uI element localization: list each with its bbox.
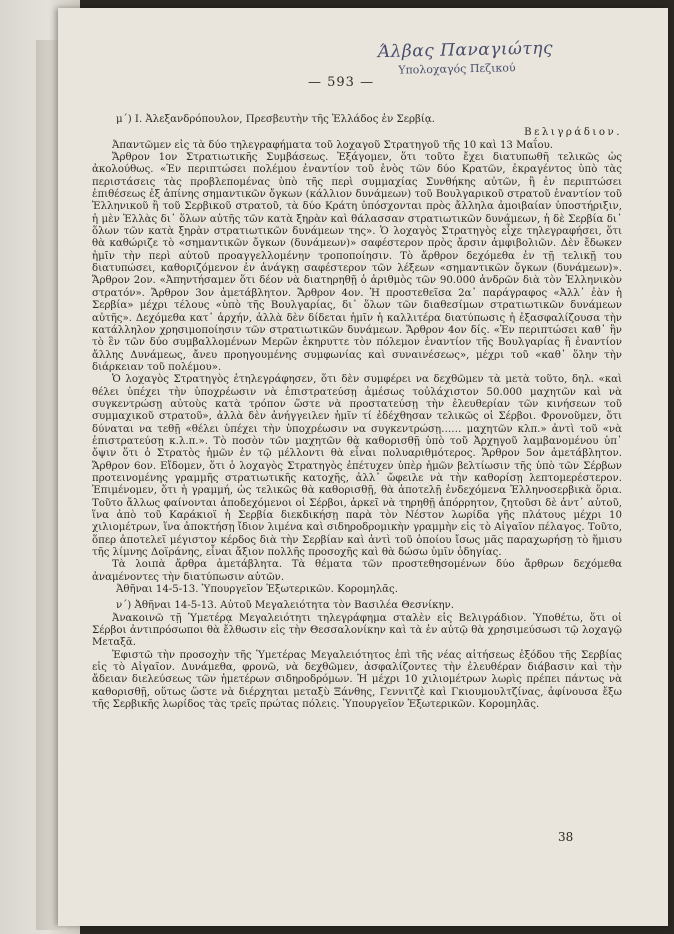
document-page xyxy=(58,8,668,926)
telegram-heading-nu: ν΄) Ἀθῆναι 14-5-13. Αὐτοῦ Μεγαλειότητα τὸν Βασιλέα Θεσνίκην. xyxy=(116,600,454,612)
paragraph: Ὁ λοχαγὸς Στρατηγὸς ἐτηλεγράφησεν, ὅτι δὲν συμφέρει να δεχθῶμεν τὰ μετὰ τοῦτο, δηλ. «καὶ θέλει ὑπέχει τὴν ὑποχρέωσιν νὰ ἐπιστρατεύσῃ ἀμέσως τοὐλάχιστον 50.000 μαχητῶν καὶ νὰ συγκεντρώσῃ αὐτοὺς κατὰ τρόπον ὥστε νὰ προστατεύσῃ τὴν ἐλευθερίαν τῶν κινήσεων τοῦ συμμαχικοῦ στρατοῦ», ἀλλὰ δὲν ἀνήγγειλεν ἡμῖν τί ἐδέχθησαν τελικῶς οἱ Σέρβοι. Φρονοῦμεν, ὅτι δύναται να τεθῇ «θέλει ὑπέχει τὴν ὑποχρέωσιν να συγκεντρώσῃ…… μαχητῶν κλπ.» ἀντὶ τοῦ «νὰ ἐπιστρατεύσῃ κ.λ.π.». Τὸ ποσὸν τῶν μαχητῶν θὰ καθορισθῇ ὑπὸ τοῦ Ἀρχηγοῦ λαμβανομένου ὑπ᾽ ὄψιν ὅτι ὁ Στρατὸς ἡμῶν ἐν τῷ μέλλοντι θὰ εἶναι πολυαριθμότερος. Ἄρθρον 5ον ἀμετάβλητον. Ἄρθρον 6ον. Εἴδομεν, ὅτι ὁ λοχαγὸς Στρατηγὸς ἐπέτυχεν ὑπὲρ ἡμῶν βελτίωσιν τῆς ὑπὸ τῶν Σέρβων προτεινομένης γραμμῆς στρατιωτικῆς κατοχῆς, ἀλλ᾽ ὤφειλε νὰ τὴν καθορίσῃ λεπτομερέστερον. Ἐπιμένομεν, ὅτι ἡ γραμμή, ὡς τελικῶς θὰ καθορισθῇ, θὰ ἀποτελῇ ἐνδεχόμενα Ἑλληνοσερβικὰ ὅρια. Τοῦτο ἄλλως φαίνονται ἀποδεχόμενοι οἱ Σέρβοι, ἀρκεῖ νὰ τηρηθῇ ἀπόρρητον, ζητοῦσι δὲ ἀντ᾽ αὐτοῦ, ἵνα ἀπὸ τοῦ Καράκιοϊ ἡ Σερβία διεκδικήσῃ παρὰ τὸν Νέστον λωρίδα γῆς πλάτους μέχρι 10 χιλιομέτρων, ἵνα ἀποκτήσῃ ἴδιον λιμένα καὶ σιδηροδρομικὴν γραμμὴν εἰς τὸ Αἰγαῖον πέλαγος. Τοῦτο, ὅπερ ἀποτελεῖ μέγιστον κέρδος διὰ τὴν Σερβίαν καὶ ἀντὶ τοῦ ὁποίου ἴσως μᾶς παραχωρήσῃ τὸ ἥμισυ τῆς λίμνης Δοϊράνης, εἶναι ἄξιον πολλῆς προσοχῆς καὶ θὰ δώσω ὑμῖν ὁδηγίας. xyxy=(92,374,622,559)
paragraph: Ἀπαντῶμεν εἰς τὰ δύο τηλεγραφήματα τοῦ λοχαγοῦ Στρατηγοῦ τῆς 10 καὶ 13 Μαΐου. xyxy=(112,139,554,151)
ownership-stamp xyxy=(378,38,579,77)
stamp-name: Άλβας Παναγιώτης xyxy=(377,38,554,63)
paragraph: Ἀνακοινῶ τῇ Ὑμετέρᾳ Μεγαλειότητι τηλεγράφημα σταλὲν εἰς Βελιγράδιον. Ὑποθέτω, ὅτι οἱ Σέρβοι ἀντιπρόσωποι θὰ ἔλθωσιν εἰς τὴν Θεσσαλονίκην καὶ τὰ ἐν αὐτῷ θὰ χρησιμεύσωσι τῷ λοχαγῷ Μεταξᾶ. xyxy=(92,612,622,649)
destination-city: Βελιγράδιον. xyxy=(524,127,622,139)
folio-number: 38 xyxy=(558,830,574,844)
paragraph: Τὰ λοιπὰ ἄρθρα ἀμετάβλητα. Τὰ θέματα τῶν προστεθησομένων δύο ἄρθρων δεχόμεθα ἀναμένοντες τὴν διατύπωσιν αὐτῶν. xyxy=(92,559,622,583)
signature-line: Ἀθῆναι 14-5-13. Ὑπουργεῖον Ἐξωτερικῶν. Κορομηλᾶς. xyxy=(116,584,398,596)
body-text xyxy=(92,114,622,712)
page-number: — 593 — xyxy=(308,75,375,90)
telegram-heading-mu: μ΄) Ι. Ἀλεξανδρόπουλον, Πρεσβευτὴν τῆς Ἑλλάδος ἐν Σερβίᾳ. xyxy=(116,114,436,125)
stamp-rank: Υπολοχαγός Πεζικού xyxy=(398,61,516,77)
paragraph: Ἐφιστῶ τὴν προσοχὴν τῆς Ὑμετέρας Μεγαλειότητος ἐπὶ τῆς νέας αἰτήσεως ἐξόδου τῆς Σερβίας εἰς τὸ Αἰγαῖον. Δυνάμεθα, φρονῶ, νὰ δεχθῶμεν, ἀσφαλίζοντες τὴν ἐλευθέραν διάβασιν καὶ τὴν ἄδειαν διελεύσεως τῶν ἡμετέρων σιδηροδρόμων. Ἡ μέχρι 10 χιλιομέτρων λωρὶς πρέπει πάντως νὰ καθορισθῇ, οὕτως ὥστε νὰ διέρχηται μεταξὺ Ξάνθης, Γεννιτζὲ καὶ Γκιουμουλτζίνας, ἀφίνουσα ἔξω τῆς Σερβικῆς λωρίδος τὰς τρεῖς πρώτας πόλεις. Ὑπουργεῖον Ἐξωτερικῶν. Κορομηλᾶς. xyxy=(92,649,622,711)
paragraph: Ἄρθρον 1ον Στρατιωτικῆς Συμβάσεως. Ἐξάγομεν, ὅτι τοῦτο ἔχει διατυπωθῆ τελικῶς ὡς ἀκολούθως. «Ἐν περιπτώσει πολέμου ἐναντίον τοῦ ἑνὸς τῶν δύο Κρατῶν, ἐκραγέντος ὑπὸ τὰς περιστάσεις τὰς προβλεπομένας ὑπὸ τῆς περὶ συμμαχίας Συνθήκης αὐτῶν, ἢ ἐν περιπτώσει ἐπιθέσεως ἐξ ἀπίνης σημαντικῶν ὄγκων (κάλλιον δυνάμεων) τοῦ Βουλγαρικοῦ στρατοῦ ἐναντίον τοῦ Ἑλληνικοῦ ἢ τοῦ Σερβικοῦ στρατοῦ, τὰ δύο Κράτη ὑπόσχονται πρὸς ἄλληλα ἀμοιβαίαν ὑποστήριξιν, ἡ μὲν Ἑλλὰς δι᾽ ὅλων αὐτῆς τῶν κατὰ ξηρὰν καὶ θάλασσαν στρατιωτικῶν δυνάμεων, ἡ δὲ Σερβία δι᾽ ὅλων τῶν κατὰ ξηρὰν στρατιωτικῶν δυνάμεων της». Ὁ λοχαγὸς Στρατηγὸς εἶχε τηλεγραφήσει, ὅτι θὰ καθώριζε τὸ «σημαντικῶν ὄγκων (δυνάμεων)» σαφέστερον πρὸς ἄρσιν ἀμφιβολιῶν. Δὲν ἔδωκεν ἡμῖν τὴν περὶ αὐτοῦ προαγγελλομένην τροποποίησιν. Τὸ ἄρθρον δεχόμεθα ἐν τῇ τελικῇ του διατυπώσει, καθοριζόμενον ἐν ἀνάγκῃ σαφέστερον τῶν λέξεων «σημαντικῶν ὄγκων (δυνάμεων)». Ἄρθρον 2ον. «Ἀπηντήσαμεν ὅτι δέον νὰ διατηρηθῇ ὁ ἀριθμὸς τῶν 90.000 ἀνδρῶν διὰ τὸν Ἑλληνικὸν στρατόν». Ἄρθρον 3ον ἀμετάβλητον. Ἄρθρον 4ον. Ἡ προστεθεῖσα 2α᾽ παράγραφος «Ἀλλ᾽ ἐὰν ἡ Σερβία» μέχρι τέλους «ὑπὸ τῆς Βουλγαρίας, δι᾽ ὅλων τῶν διαθεσίμων στρατιωτικῶν δυνάμεων αὐτῆς». Δεχόμεθα κατ᾽ ἀρχήν, ἀλλὰ δὲν δίδεται ἡμῖν ἡ καλλιτέρα διατύπωσις ἡ ἐξασφαλίζουσα τὴν κατάλληλον χρησιμοποίησιν τῶν στρατιωτικῶν δυνάμεων. Ἄρθρον 4ον δίς. «Ἐν περιπτώσει καθ᾽ ἣν τὸ ἓν τῶν δύο συμβαλλομένων Μερῶν ἐκηρυττε τὸν πόλεμον ἐναντίον τῆς Βουλγαρίας ἢ ἐναντίον ἄλλης Δυνάμεως, ἄνευ προηγουμένης συμφωνίας καὶ συναινέσεως», μέχρι τοῦ «καθ᾽ ὅλην τὴν διάρκειαν τοῦ πολέμου». xyxy=(92,152,622,373)
